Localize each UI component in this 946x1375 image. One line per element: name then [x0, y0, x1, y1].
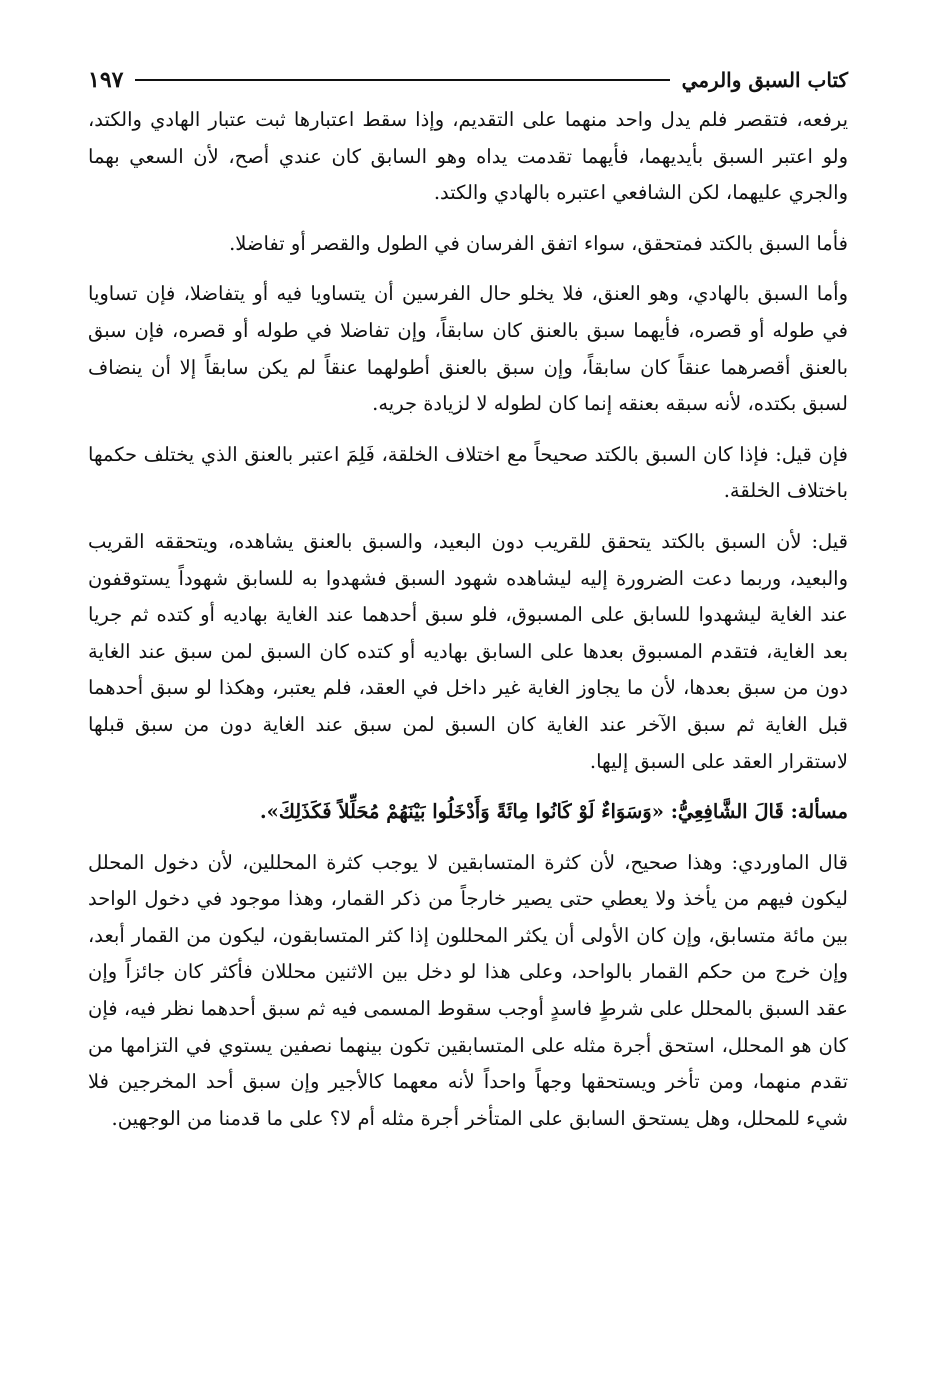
masala-label: مسألة: — [790, 800, 848, 824]
masala-speaker: قَالَ الشَّافِعِيُّ: — [670, 800, 784, 824]
book-page — [88, 60, 848, 1350]
paragraph: قال الماوردي: وهذا صحيح، لأن كثرة المتسابقين لا يوجب كثرة المحللين، لأن دخول المحلل ليكون فيهم من يأخذ ولا يعطي حتى يصير خارجاً من ذكر القمار، وهذا موجود في دخول الواحد بين مائة متسابق، وإن كان الأولى أن يكثر المحللون إذا كثر المتسابقون، ليكون من القمار أبعد، وإن خرج من حكم القمار بالواحد، وعلى هذا لو دخل بين الاثنين محللان فأكثر كان جائزاً وإن عقد السبق بالمحلل على شرطٍ فاسدٍ أوجب سقوط المسمى فيه ثم سبق أحدهما نظر فيه، فإن كان هو المحلل، استحق أجرة مثله على المتسابقين تكون بينهما نصفين يستوي في التزامها من تقدم منهما، ومن تأخر ويستحقها وجهاً واحداً لأنه معهما كالأجير وإن سبق أحد المخرجين فلا شيء للمحلل، وهل يستحق السابق على المتأخر أجرة مثله أم لا؟ على ما قدمنا من الوجهين. — [88, 850, 848, 1130]
paragraph: فإن قيل: فإذا كان السبق بالكتد صحيحاً مع اختلاف الخلقة، فَلِمَ اعتبر بالعنق الذي يختلف حكمها باختلاف الخلقة. — [88, 442, 848, 503]
paragraph: يرفعه، فتقصر فلم يدل واحد منهما على التقديم، وإذا سقط اعتبارها ثبت عتبار الهادي والكتد، ولو اعتبر السبق بأيديهما، فأيهما تقدمت يداه وهو السابق كان عندي أصح، لأن السعي بهما والجري عليهما، لكن الشافعي اعتبره بالهادي والكتد. — [88, 108, 848, 205]
header-rule — [135, 79, 669, 81]
paragraph: فأما السبق بالكتد فمتحقق، سواء اتفق الفرسان في الطول والقصر أو تفاضلا. — [229, 231, 848, 255]
masala-quote: «وَسَوَاءٌ لَوْ كَانُوا مِائَةً وَأَدْخَلُوا بَيْنَهُمْ مُحَلِّلاً فَكَذَلِكَ». — [259, 800, 664, 824]
paragraph: وأما السبق بالهادي، وهو العنق، فلا يخلو حال الفرسين أن يتساويا فيه أو يتفاضلا، فإن تساويا في طوله أو قصره، فأيهما سبق بالعنق كان سابقاً، وإن تفاضلا في طوله أو قصره، فإن سبق بالعنق أقصرهما عنقاً كان سابقاً، وإن سبق بالعنق أطولهما عنقاً لم يكن سابقاً إلا أن ينضاف لسبق بكتده، لأنه سبقه بعنقه إنما كان لطوله لا لزيادة جريه. — [88, 282, 848, 416]
masala-heading — [88, 794, 848, 831]
page-number: ١٩٧ — [88, 67, 124, 93]
page-body — [88, 102, 848, 1137]
paragraph: قيل: لأن السبق بالكتد يتحقق للقريب دون البعيد، والسبق بالعنق يشاهده، ويتحققه القريب والبعيد، وربما دعت الضرورة إليه ليشاهده شهود السبق فشهدوا به للسابق شهوداً يستوقفون عند الغاية ليشهدوا للسابق على المسبوق، فلو سبق أحدهما عند الغاية بهاديه أو كتده ثم جريا بعد الغاية، فتقدم المسبوق بعدها على السابق بهاديه أو كتده كان السبق لمن سبق عند الغاية دون من سبق بعدها، لأن ما يجاوز الغاية غير داخل في العقد، فلم يعتبر، وهكذا لو سبق أحدهما قبل الغاية ثم سبق الآخر عند الغاية كان السبق لمن سبق عند الغاية دون من سبق قبلها لاستقرار العقد على السبق إليها. — [88, 529, 848, 773]
book-title: كتاب السبق والرمي — [681, 68, 848, 92]
running-header — [88, 60, 848, 100]
